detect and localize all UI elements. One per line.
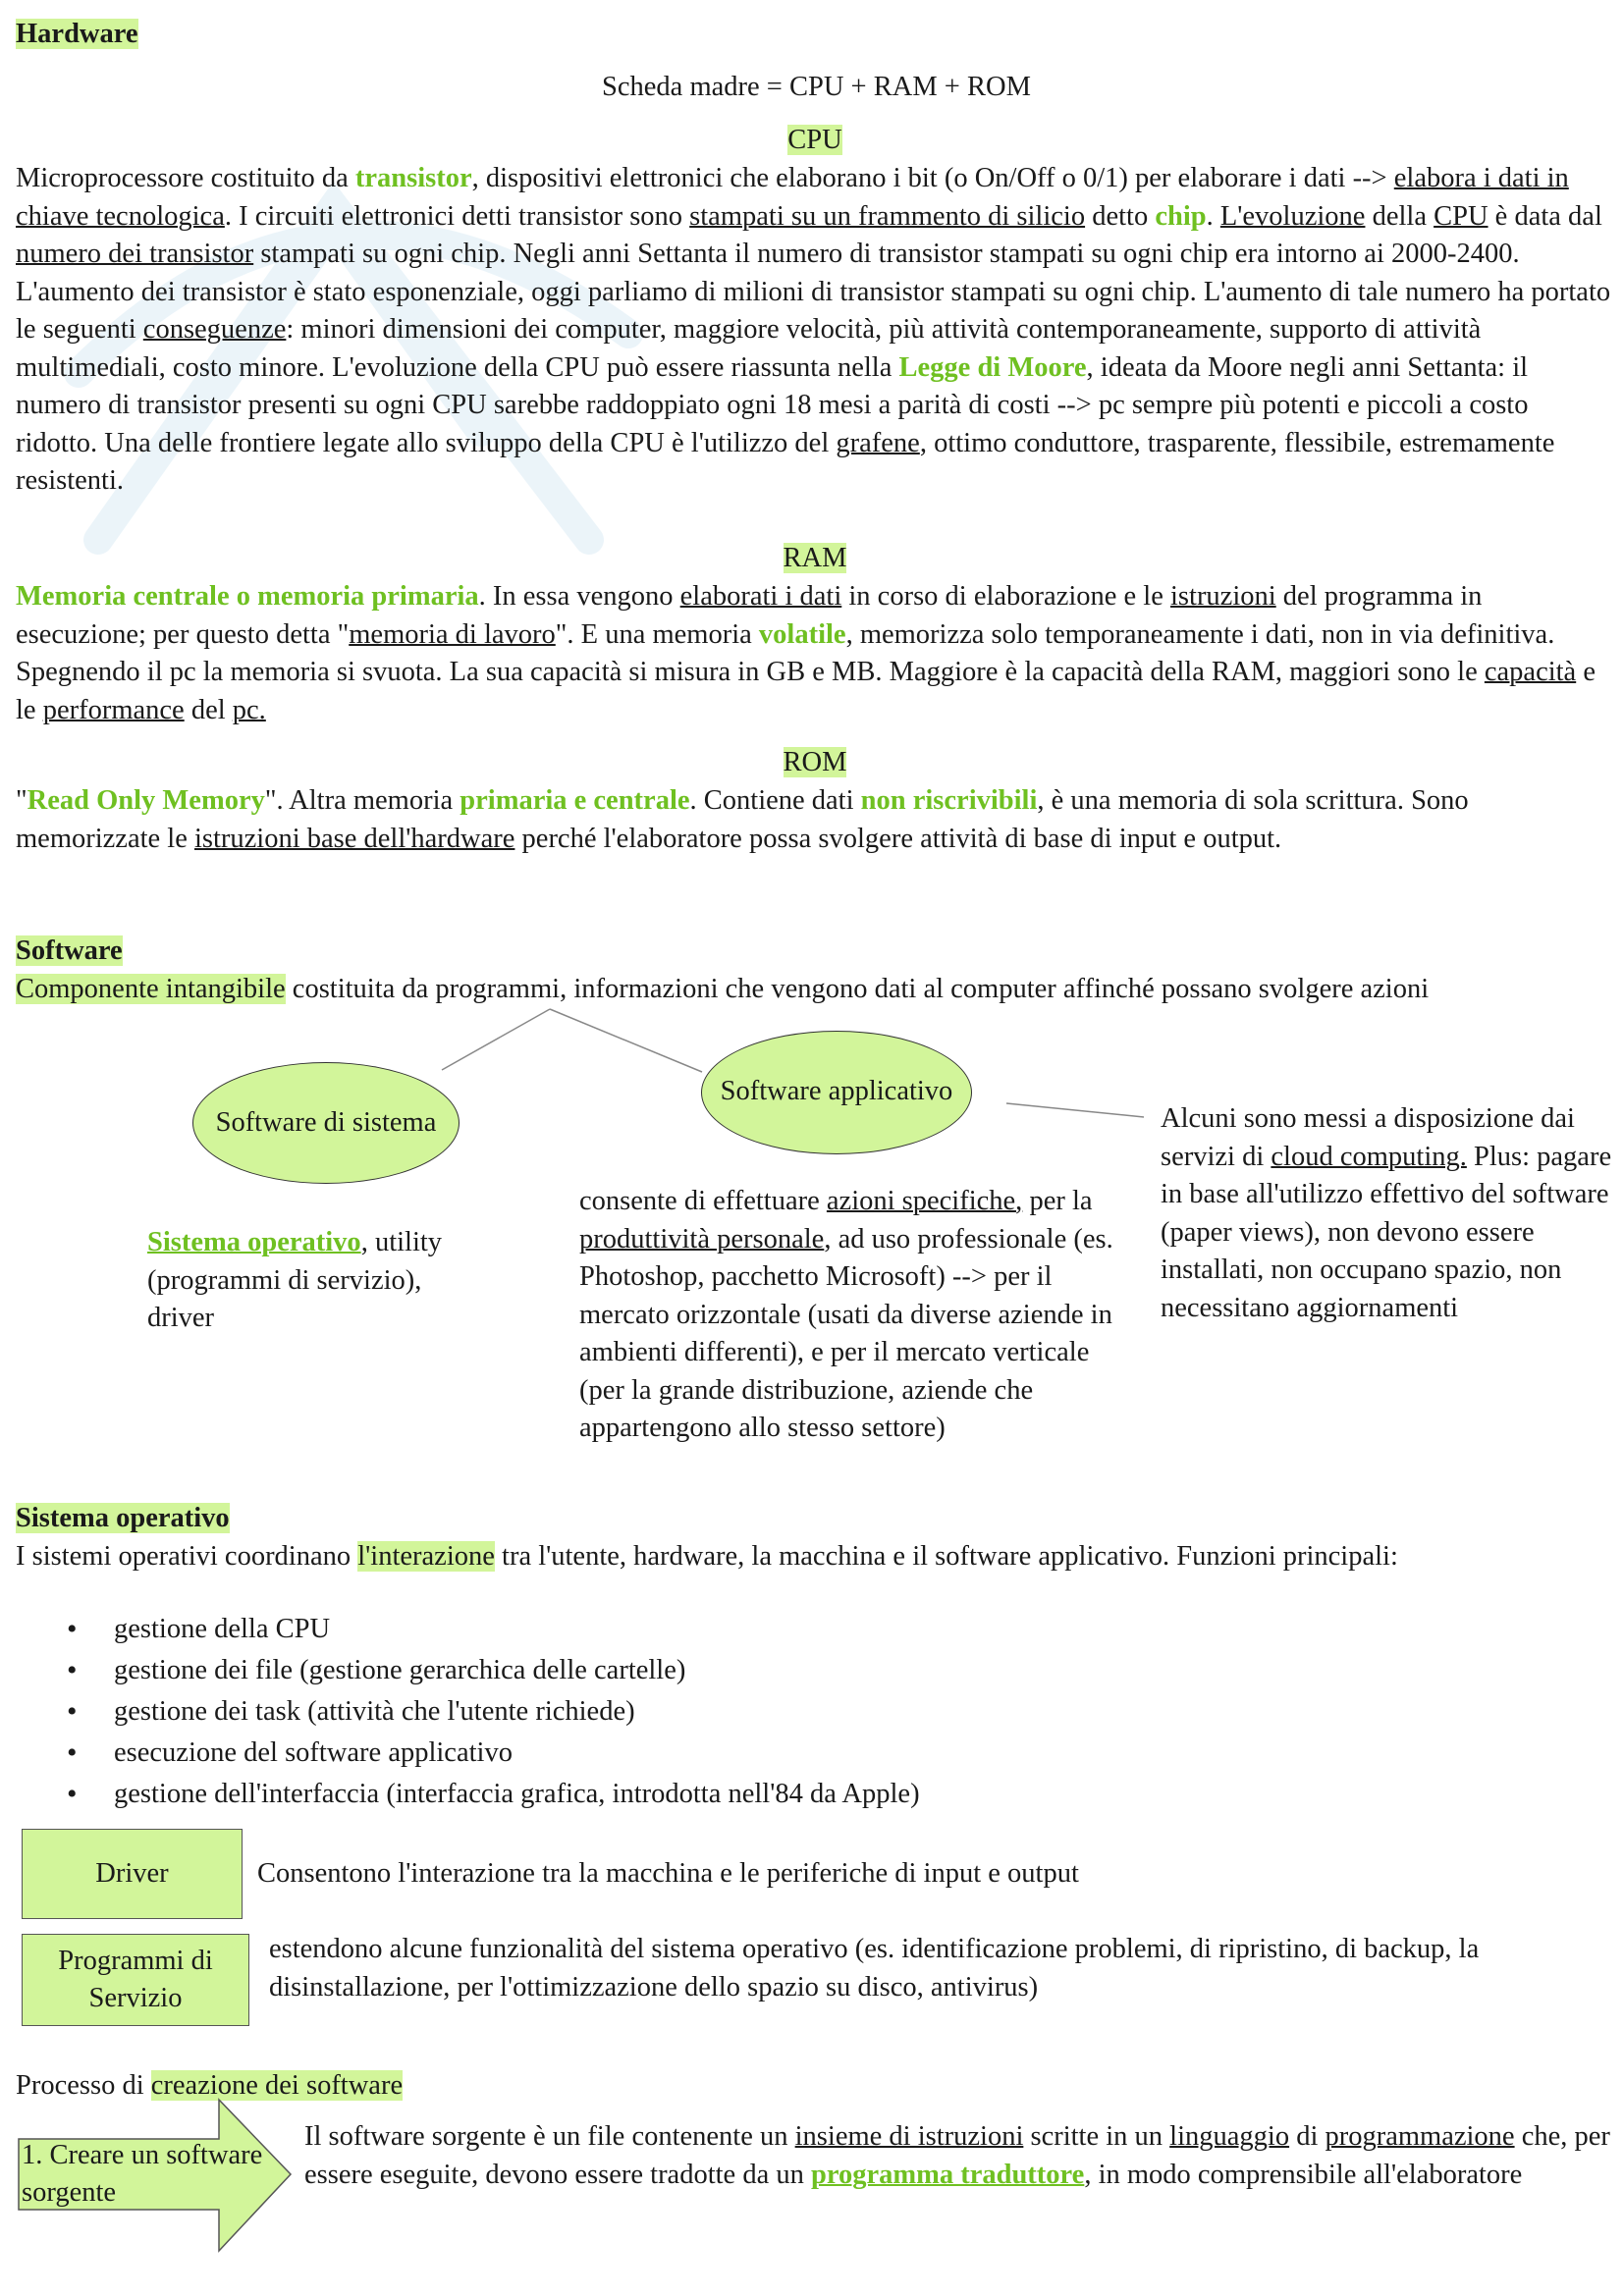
programmi-servizio-box: Programmi di Servizio [22,1934,249,2026]
list-item: • gestione della CPU [59,1609,920,1650]
applicativo-description: consente di effettuare azioni specifiche, per la produttività personale, ad uso professionale (es. Photoshop, pacchetto Microsoft) --> per il mercato orizzontale (usati da diverse aziende in ambienti differenti), e per il mercato verticale (per la grande distribuzione, aziende che appartengono allo stesso settore) [579,1186,1113,1443]
processo-heading: Processo di creazione dei software [16,2070,404,2101]
ellipse-software-sistema: Software di sistema [192,1062,460,1184]
list-item: • gestione dell'interfaccia (interfaccia grafica, introdotta nell'84 da Apple) [59,1774,920,1815]
ellipse-software-applicativo: Software applicativo [701,1031,972,1154]
step-label: 1. Creare un software sorgente [22,2140,263,2208]
cpu-title: CPU [787,125,842,155]
so-intro: I sistemi operativi coordinano l'interazione tra l'utente, hardware, la macchina e il software applicativo. Funzioni principali: [16,1541,1398,1572]
cpu-paragraph: Microprocessore costituito da transistor, dispositivi elettronici che elaborano i bit (o On/Off o 0/1) per elaborare i dati --> elabora i dati in chiave tecnologica. I circuiti elettronici detti transistor sono stampati su un frammento di silicio detto chip. L'evoluzione della CPU è data dal numero dei transistor stampati su ogni chip. Negli anni Settanta il numero di transistor stampati su ogni chip era intorno ai 2000-2400. L'aumento dei transistor è stato esponenziale, oggi parliamo di milioni di transistor stampati su ogni chip. L'aumento di tale numero ha portato le seguenti conseguenze: minori dimensioni dei computer, maggiore velocità, più attività contemporaneamente, supporto di attività multimediali, costo minore. L'evoluzione della CPU può essere riassunta nella Legge di Moore, ideata da Moore negli anni Settanta: il numero di transistor presenti su ogni CPU sarebbe raddoppiato ogni 18 mesi a parità di costi --> pc sempre più potenti e piccoli a costo ridotto. Una delle frontiere legate allo sviluppo della CPU è l'utilizzo del grafene, ottimo conduttore, trasparente, flessibile, estremamente resistenti. [16,163,1611,496]
list-item: • gestione dei task (attività che l'utente richiede) [59,1691,920,1733]
rom-paragraph: "Read Only Memory". Altra memoria primaria e centrale. Contiene dati non riscrivibili, è una memoria di sola scrittura. Sono memorizzate le istruzioni base dell'hardware perché l'elaboratore possa svolgere attività di base di input e output. [16,785,1469,854]
so-functions-list [59,1609,920,1815]
ram-paragraph: Memoria centrale o memoria primaria. In essa vengono elaborati i dati in corso di elaborazione e le istruzioni del programma in esecuzione; per questo detta "memoria di lavoro". E una memoria volatile, memorizza solo temporaneamente i dati, non in via definitiva. Spegnendo il pc la memoria si svuota. La sua capacità si misura in GB e MB. Maggiore è la capacità della RAM, maggiori sono le capacità e le performance del pc. [16,581,1596,725]
hardware-formula: Scheda madre = CPU + RAM + ROM [602,72,1031,102]
list-item: • esecuzione del software applicativo [59,1733,920,1774]
programmi-description: estendono alcune funzionalità del sistema operativo (es. identificazione problemi, di ripristino, di backup, la disinstallazione, per l'ottimizzazione dello spazio su disco, antivirus) [269,1934,1480,2002]
rom-title: ROM [783,747,847,777]
driver-description: Consentono l'interazione tra la macchina e le periferiche di input e output [257,1858,1079,1889]
so-heading: Sistema operativo [16,1503,230,1533]
ram-title: RAM [783,543,847,573]
sistema-description: Sistema operativo, utility (programmi di servizio), driver [147,1227,443,1333]
software-heading: Software [16,935,123,966]
hardware-heading: Hardware [16,19,138,49]
software-intro: Componente intangibile costituita da programmi, informazioni che vengono dati al computer affinché possano svolgere azioni [16,974,1430,1004]
processo-description: Il software sorgente è un file contenente un insieme di istruzioni scritte in un linguaggio di programmazione che, per essere eseguite, devono essere tradotte da un programma traduttore, in modo comprensibile all'elaboratore [304,2121,1610,2190]
driver-box: Driver [22,1829,243,1919]
list-item: • gestione dei file (gestione gerarchica delle cartelle) [59,1650,920,1691]
cloud-description: Alcuni sono messi a disposizione dai servizi di cloud computing. Plus: pagare in base all'utilizzo effettivo del software (paper views), non devono essere installati, non occupano spazio, non necessitano aggiornamenti [1161,1103,1612,1323]
